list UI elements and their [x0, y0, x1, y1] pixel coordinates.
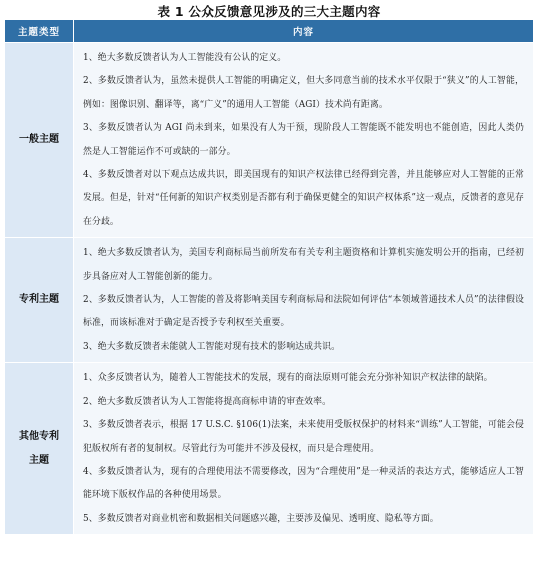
- content-item: 1、绝大多数反馈者认为，美国专利商标局当前所发布有关专利主题资格和计算机实施发明公开的指南，已经初步具备应对人工智能创新的能力。: [83, 248, 524, 282]
- content-item: 5、多数反馈者对商业机密和数据相关问题感兴趣，主要涉及偏见、透明度、隐私等方面。: [83, 513, 439, 524]
- content-item: 4、多数反馈者认为，现有的合理使用法不需要修改，因为“合理使用”是一种灵活的表达方式，能够适应人工智能环境下版权作品的各种使用场景。: [83, 466, 524, 501]
- header-content: 内容: [74, 20, 534, 43]
- table-row-general: [5, 43, 534, 238]
- content-item: 2、多数反馈者认为，虽然未提供人工智能的明确定义，但大多同意当前的技术水平仅限于“狭义”的人工智能，例如：图像识别、翻译等，离“广义”的通用人工智能（AGI）技术尚有距离。: [83, 76, 524, 110]
- content-item: 1、绝大多数反馈者认为人工智能没有公认的定义。: [83, 53, 287, 63]
- content-cell: [74, 238, 534, 363]
- themes-table: [4, 19, 534, 535]
- content-item: 3、绝大多数反馈者未能就人工智能对现有技术的影响达成共识。: [83, 341, 341, 352]
- table-row-other: [5, 363, 534, 535]
- theme-type-cell: 专利主题: [5, 238, 74, 363]
- content-item: 2、绝大多数反馈者认为人工智能将提高商标申请的审查效率。: [83, 396, 332, 407]
- header-theme-type: 主题类型: [5, 20, 74, 43]
- content-cell: [74, 363, 534, 535]
- content-cell: [74, 43, 534, 238]
- content-item: 4、多数反馈者对以下观点达成共识，即美国现有的知识产权法律已经得到完善，并且能够应对人工智能的正常发展。但是，针对“任何新的知识产权类别是否都有利于确保更健全的知识产权体系”这一观点，反馈者的意见存在分歧。: [83, 170, 524, 227]
- table-caption: 表 1 公众反馈意见涉及的三大主题内容: [157, 4, 381, 19]
- table-row-patent: [5, 238, 534, 363]
- theme-type-cell: 其他专利主题: [5, 363, 74, 535]
- content-item: 3、多数反馈者表示，根据 17 U.S.C. §106(1)法案，未来使用受版权保护的材料来“训练”人工智能，可能会侵犯版权所有者的复制权。尽管此行为可能并不涉及侵权，而只是合理使用。: [83, 420, 524, 454]
- theme-type-cell: 一般主题: [5, 43, 74, 238]
- table-header-row: [5, 20, 534, 43]
- content-item: 2、多数反馈者认为，人工智能的普及将影响美国专利商标局和法院如何评估“本领域普通技术人员”的法律假设标准，而该标准对于确定是否授予专利权至关重要。: [83, 295, 524, 329]
- content-item: 3、多数反馈者认为 AGI 尚未到来，如果没有人为干预，现阶段人工智能既不能发明也不能创造，因此人类仍然是人工智能运作不可或缺的一部分。: [83, 123, 524, 157]
- content-item: 1、众多反馈者认为，随着人工智能技术的发展，现有的商法原则可能会充分弥补知识产权法律的缺陷。: [83, 373, 493, 384]
